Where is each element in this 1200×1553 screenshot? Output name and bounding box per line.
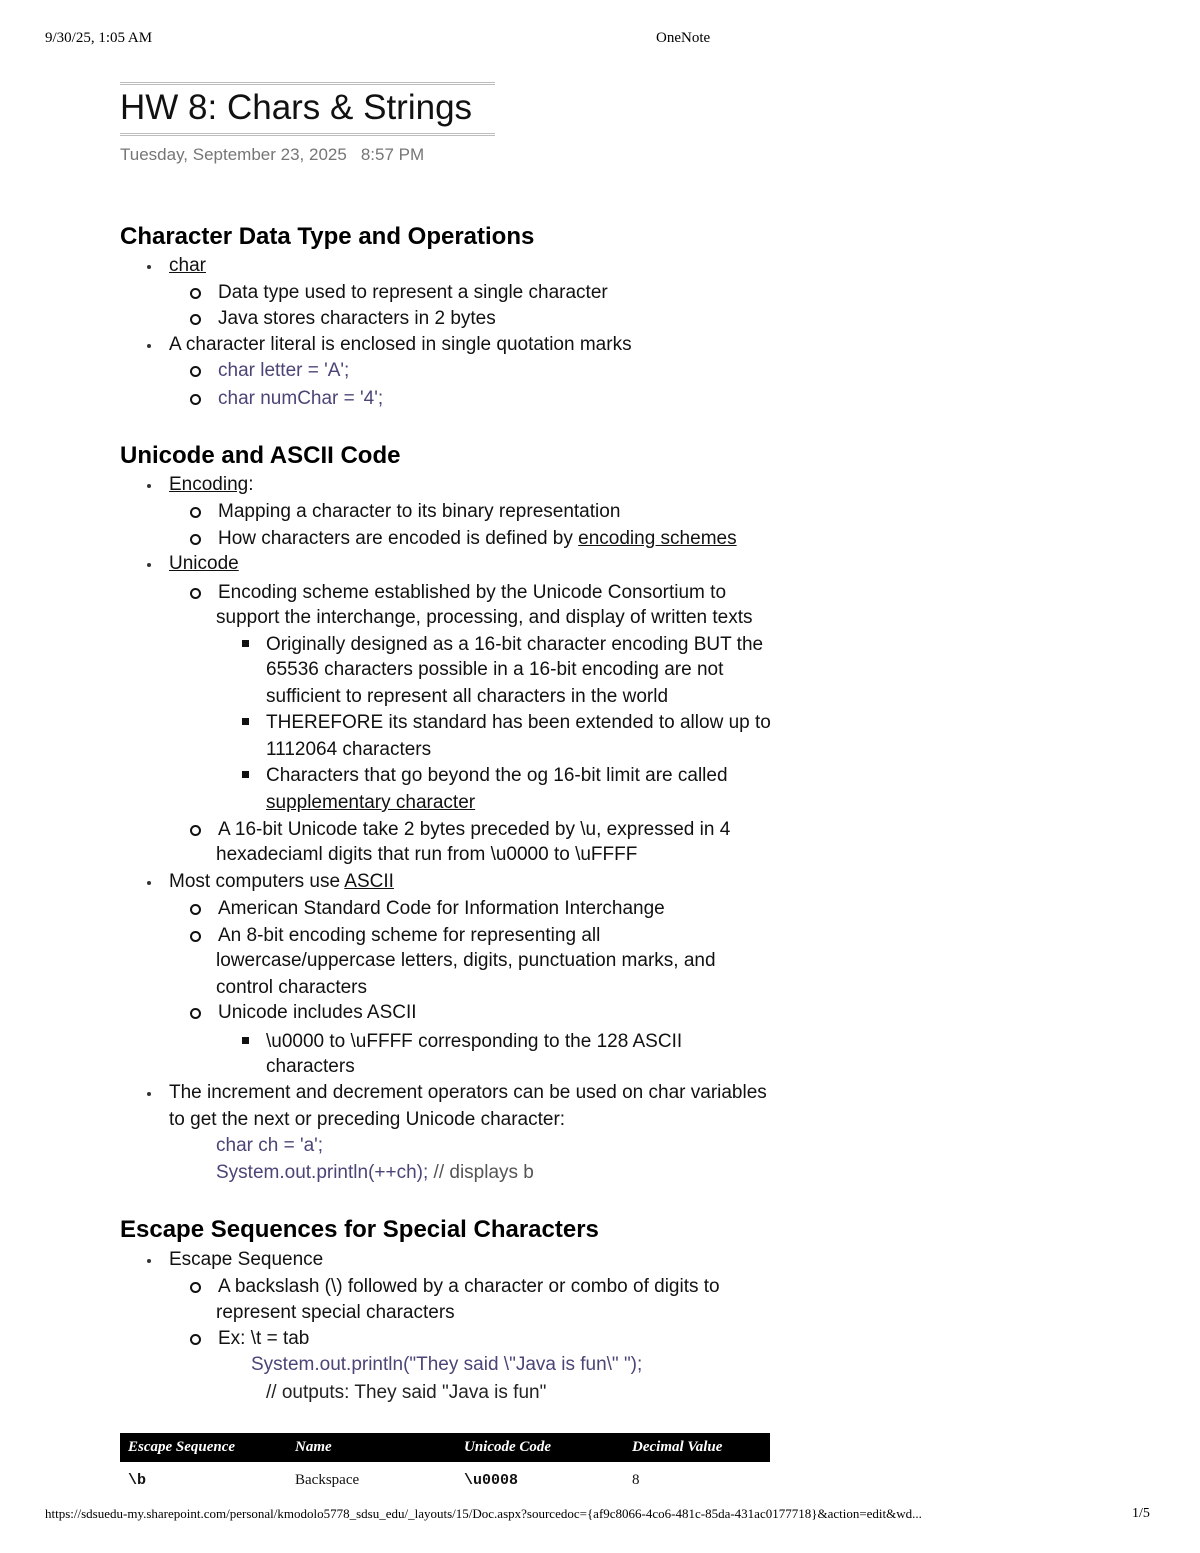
- table-header-cell: Escape Sequence: [128, 1439, 236, 1455]
- bullet-square: [242, 640, 249, 647]
- therefore-line-1: THEREFORE its standard has been extended to allow up to: [266, 712, 771, 733]
- table-header-cell: Unicode Code: [464, 1439, 552, 1455]
- ascii-def-2-line-3: control characters: [216, 977, 368, 998]
- ascii-def-2-line-2: lowercase/uppercase letters, digits, punctuation marks, and: [216, 950, 716, 971]
- bullet-dot: [147, 344, 151, 348]
- table-cell: \u0008: [464, 1472, 519, 1489]
- page-time: 8:57 PM: [360, 145, 425, 164]
- bullet-circle: [190, 588, 201, 599]
- ascii-def-2-line-1: An 8-bit encoding scheme for representing all: [218, 925, 601, 946]
- ascii-line: [169, 869, 394, 895]
- bullet-circle: [190, 507, 201, 518]
- section-heading-character: Character Data Type and Operations: [120, 223, 535, 250]
- page-title-box: [120, 82, 495, 136]
- table-cell: Backspace: [295, 1472, 360, 1488]
- orig-line-2: 65536 characters possible in a 16-bit encoding are not: [266, 659, 724, 680]
- bullet-dot: [147, 881, 151, 885]
- bullet-circle: [190, 1008, 201, 1019]
- encoding-def-2-text: How characters are encoded is defined by: [218, 528, 579, 549]
- encoding-line: [169, 472, 254, 498]
- char-def-2: Java stores characters in 2 bytes: [218, 308, 496, 329]
- unicode-def-line-1: Encoding scheme established by the Unicode Consortium to: [218, 582, 727, 603]
- encoding-def-1: Mapping a character to its binary representation: [218, 501, 621, 522]
- bullet-square: [242, 771, 249, 778]
- bullet-circle: [190, 288, 201, 299]
- bullet-square: [242, 1037, 249, 1044]
- bullet-circle: [190, 931, 201, 942]
- char-def-1: Data type used to represent a single character: [218, 282, 608, 303]
- print-page-number: 1/5: [1132, 1506, 1150, 1521]
- encoding-colon: :: [248, 474, 254, 495]
- print-app-name: OneNote: [656, 30, 711, 46]
- bullet-circle: [190, 825, 201, 836]
- encoding-def-2: [218, 526, 737, 552]
- section-heading-escape: Escape Sequences for Special Characters: [120, 1216, 599, 1243]
- bullet-circle: [190, 314, 201, 325]
- table-cell: 8: [632, 1472, 640, 1488]
- bullet-circle: [190, 1282, 201, 1293]
- term-ascii: ASCII: [344, 871, 394, 892]
- code-char-ch: char ch = 'a';: [216, 1135, 324, 1156]
- code-escape-comment: // outputs: They said "Java is fun": [266, 1382, 547, 1403]
- ascii-range-line-1: \u0000 to \uFFFF corresponding to the 128 ASCII: [266, 1031, 683, 1052]
- page-date: Tuesday, September 23, 2025: [120, 145, 347, 164]
- char-literal-text: A character literal is enclosed in single quotation marks: [169, 334, 632, 355]
- bullet-dot: [147, 1259, 151, 1263]
- ascii-def-3: Unicode includes ASCII: [218, 1002, 417, 1023]
- print-datetime: 9/30/25, 1:05 AM: [45, 30, 153, 46]
- escape-def-line-1: A backslash (\) followed by a character or combo of digits to: [218, 1276, 720, 1297]
- code-char-numchar: char numChar = '4';: [218, 388, 384, 409]
- table-header-cell: Decimal Value: [632, 1439, 723, 1455]
- print-url: https://sdsuedu-my.sharepoint.com/personal/kmodolo5778_sdsu_edu/_layouts/15/Doc.aspx?sourcedoc={af9c8066-4co6-481c-85da-431ac0177718}&action=edit&wd...: [45, 1506, 922, 1521]
- increment-line-1: The increment and decrement operators can be used on char variables: [169, 1082, 767, 1103]
- bit16-line-2: hexadeciaml digits that run from \u0000 to \uFFFF: [216, 844, 638, 865]
- page-datetime: [120, 145, 438, 165]
- bullet-circle: [190, 534, 201, 545]
- ascii-range-line-2: characters: [266, 1056, 355, 1077]
- bullet-circle: [190, 904, 201, 915]
- term-char: char: [169, 255, 206, 276]
- escape-example: Ex: \t = tab: [218, 1328, 310, 1349]
- orig-line-1: Originally designed as a 16-bit character encoding BUT the: [266, 634, 764, 655]
- table-header-cell: Name: [295, 1439, 332, 1455]
- increment-line-2: to get the next or preceding Unicode character:: [169, 1109, 566, 1130]
- code-println-text: System.out.println(++ch);: [216, 1162, 429, 1183]
- bullet-dot: [147, 1092, 151, 1096]
- bit16-line-1: A 16-bit Unicode take 2 bytes preceded by \u, expressed in 4: [218, 819, 731, 840]
- bullet-circle: [190, 1334, 201, 1345]
- therefore-line-2: 1112064 characters: [266, 739, 432, 760]
- supplementary-line-1: Characters that go beyond the og 16-bit limit are called: [266, 765, 728, 786]
- term-supplementary-character: supplementary character: [266, 792, 476, 813]
- ascii-def-1: American Standard Code for Information Interchange: [218, 898, 665, 919]
- bullet-dot: [147, 563, 151, 567]
- code-comment: // displays b: [428, 1162, 534, 1183]
- code-char-letter: char letter = 'A';: [218, 360, 350, 381]
- escape-def-line-2: represent special characters: [216, 1302, 455, 1323]
- bullet-square: [242, 718, 249, 725]
- term-escape-sequence: Escape Sequence: [169, 1249, 324, 1270]
- escape-table-header: [120, 1433, 770, 1462]
- unicode-def-line-2: support the interchange, processing, and display of written texts: [216, 607, 753, 628]
- bullet-dot: [147, 265, 151, 269]
- table-row: [120, 1466, 770, 1496]
- bullet-circle: [190, 366, 201, 377]
- code-escape-println: System.out.println("They said \"Java is fun\" ");: [251, 1354, 643, 1375]
- page-title: HW 8: Chars & Strings: [120, 88, 473, 127]
- bullet-circle: [190, 394, 201, 405]
- bullet-dot: [147, 484, 151, 488]
- term-unicode: Unicode: [169, 553, 239, 574]
- term-encoding: Encoding: [169, 474, 249, 495]
- code-println-increment: [216, 1160, 534, 1186]
- orig-line-3: sufficient to represent all characters in the world: [266, 686, 669, 707]
- section-heading-unicode: Unicode and ASCII Code: [120, 442, 401, 469]
- ascii-intro-text: Most computers use: [169, 871, 345, 892]
- table-cell: \b: [128, 1472, 147, 1489]
- term-encoding-schemes: encoding schemes: [578, 528, 737, 549]
